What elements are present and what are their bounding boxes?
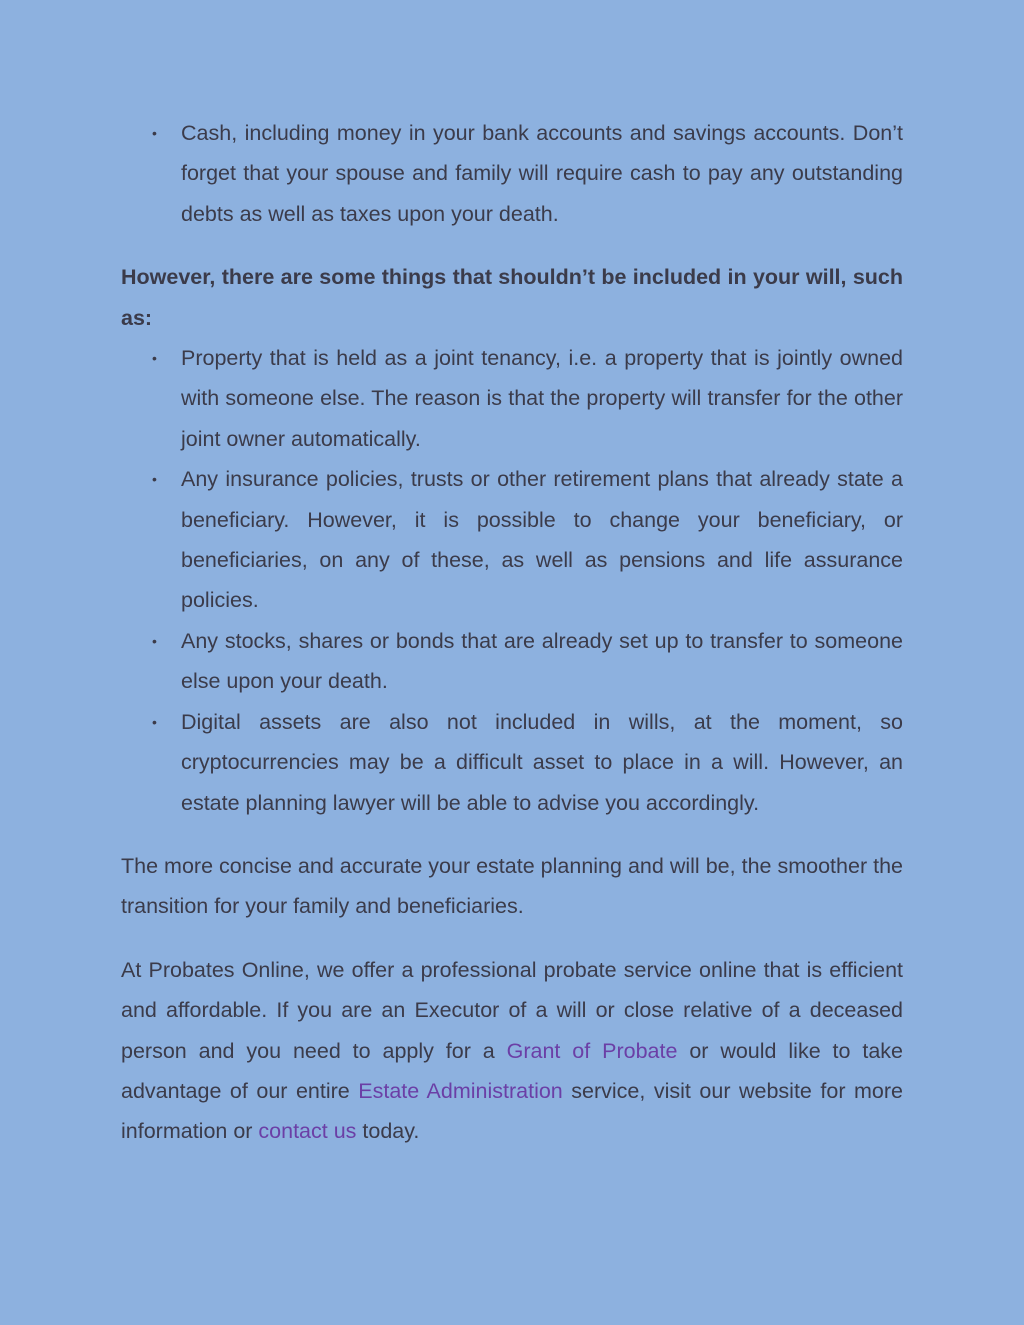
grant-of-probate-link[interactable]: Grant of Probate [506, 1038, 678, 1063]
closing-text-part4: today. [356, 1119, 420, 1144]
closing-text-part3: service, visit our website for more information or [121, 1078, 903, 1144]
list-item-text: Property that is held as a joint tenancy, i.e. a property that is jointly owned with someone else. The reason is that the property will transfer for the other joint owner automatically. [181, 346, 903, 451]
bullet-list-main [121, 338, 903, 823]
document-content [121, 113, 903, 1152]
list-item [121, 702, 903, 823]
bullet-icon: • [152, 632, 157, 649]
bullet-icon: • [152, 125, 157, 141]
list-item [121, 459, 903, 621]
contact-us-link[interactable]: contact us [258, 1119, 357, 1144]
list-item-text: Cash, including money in your bank accounts and savings accounts. Don’t forget that your spouse and family will require cash to pay any outstanding debts as well as taxes upon your death. [181, 121, 903, 226]
bullet-icon: • [152, 350, 157, 367]
bullet-icon: • [152, 713, 157, 730]
list-item-text: Any insurance policies, trusts or other retirement plans that already state a beneficiary. However, it is possible to change your beneficiary, or beneficiaries, on any of these, as well as pensions and life assurance policies. [181, 467, 903, 613]
bullet-icon: • [152, 471, 157, 488]
list-item [121, 113, 903, 234]
closing-text-part2: or would like to take advantage of our entire [121, 1038, 903, 1103]
estate-administration-link[interactable]: Estate Administration [358, 1078, 563, 1103]
bullet-list-top [121, 113, 903, 234]
list-item-text: Any stocks, shares or bonds that are already set up to transfer to someone else upon your death. [181, 628, 903, 694]
closing-paragraph [121, 950, 903, 1152]
section-heading: However, there are some things that shouldn’t be included in your will, such as: [121, 265, 903, 330]
list-item [121, 338, 903, 459]
closing-text-part1: At Probates Online, we offer a professional probate service online that is efficient and affordable. If you are an Executor of a will or close relative of a deceased person and you need to apply for a [121, 957, 903, 1063]
summary-paragraph: The more concise and accurate your estate planning and will be, the smoother the transition for your family and beneficiaries. [121, 853, 903, 919]
list-item-text: Digital assets are also not included in wills, at the moment, so cryptocurrencies may be a difficult asset to place in a will. However, an estate planning lawyer will be able to advise you accordingly. [181, 709, 903, 815]
list-item [121, 621, 903, 702]
